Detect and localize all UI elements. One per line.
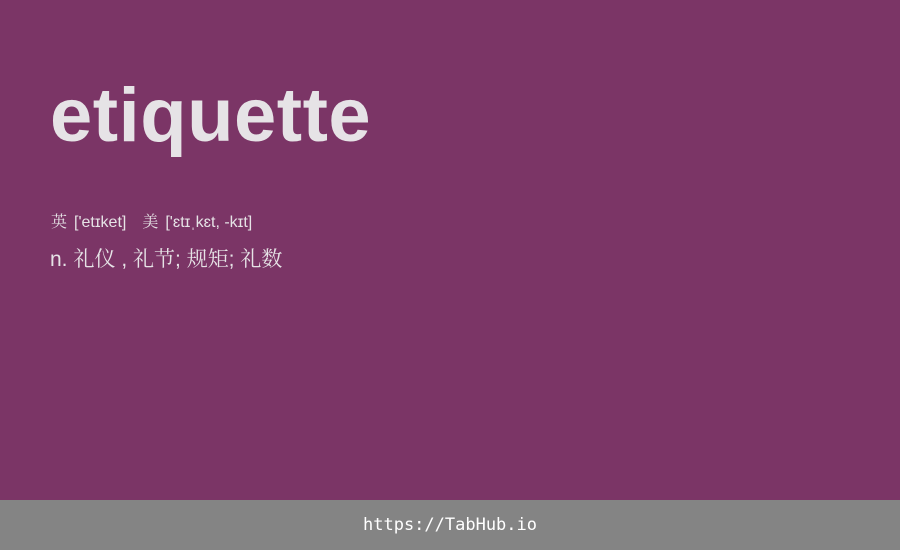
phonetic-american (142, 212, 252, 234)
phonetic-ipa: ['ɛtɪˌkɛt, -kɪt] (165, 214, 253, 231)
phonetics-row (51, 212, 252, 234)
phonetic-region-label: 美 (142, 214, 159, 231)
phonetic-ipa: ['etɪket] (74, 214, 127, 231)
phonetic-british (51, 212, 126, 234)
headword: etiquette (50, 73, 372, 158)
definition-text: 礼仪 , 礼节; 规矩; 礼数 (73, 248, 283, 271)
footer-bar (0, 500, 900, 550)
phonetic-region-label: 英 (51, 214, 68, 231)
part-of-speech: n. (50, 248, 68, 271)
definition (50, 245, 282, 275)
tabhub-link[interactable]: https://TabHub.io (363, 515, 537, 535)
